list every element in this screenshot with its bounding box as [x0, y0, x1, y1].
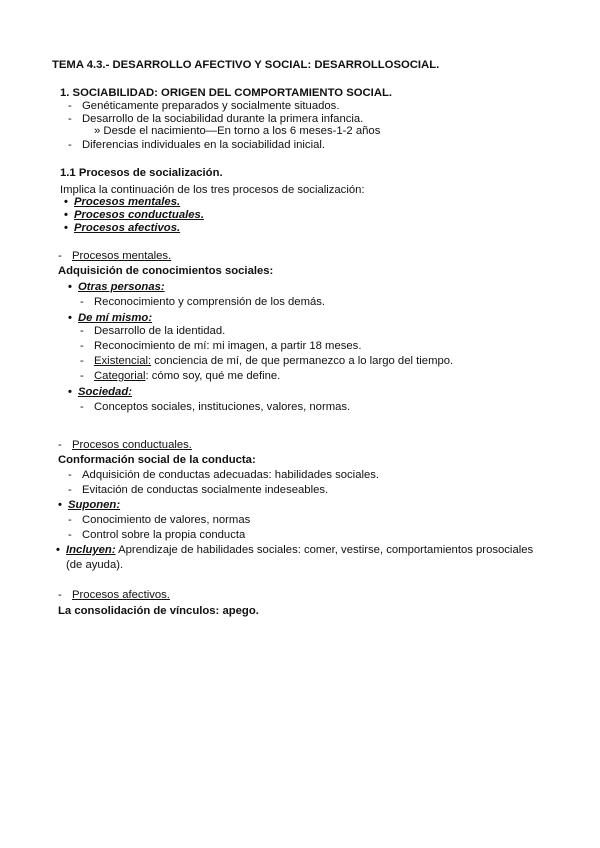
list-item: • Procesos mentales. — [64, 196, 181, 208]
list-item: - Categorial: cómo soy, qué me define. — [80, 370, 281, 382]
list-item: - Adquisición de conductas adecuadas: habilidades sociales. — [68, 469, 380, 481]
behavioral-subheading: Conformación social de la conducta: — [58, 454, 256, 466]
list-item: - Control sobre la propia conducta — [68, 529, 246, 541]
section-1-heading: 1. SOCIABILIDAD: ORIGEN DEL COMPORTAMIENTO SOCIAL. — [60, 87, 393, 99]
list-item: - Desarrollo de la identidad. — [80, 325, 226, 337]
list-item: - Diferencias individuales en la sociabilidad inicial. — [68, 139, 326, 151]
behavioral-processes-label: - Procesos conductuales. — [58, 439, 192, 451]
list-item: - Existencial: conciencia de mí, de que permanezco a lo largo del tiempo. — [80, 355, 454, 367]
list-item: - Desarrollo de la sociabilidad durante la primera infancia. — [68, 113, 364, 125]
list-item: • Procesos conductuales. — [64, 209, 204, 221]
list-item: » Desde el nacimiento—En torno a los 6 meses-1-2 años — [94, 125, 381, 137]
list-item: • De mí mismo: — [68, 312, 153, 324]
list-item: • Procesos afectivos. — [64, 222, 181, 234]
document-title: TEMA 4.3.- DESARROLLO AFECTIVO Y SOCIAL: DESARROLLOSOCIAL. — [52, 59, 440, 71]
list-item: • Otras personas: — [68, 281, 165, 293]
list-item: (de ayuda). — [66, 559, 124, 571]
list-item: • Sociedad: — [68, 386, 132, 398]
list-item: - Reconocimiento y comprensión de los demás. — [80, 296, 326, 308]
affective-processes-label: - Procesos afectivos. — [58, 589, 170, 601]
list-item: • Incluyen: Aprendizaje de habilidades sociales: comer, vestirse, comportamientos prosociales — [56, 544, 534, 556]
mental-subheading: Adquisición de conocimientos sociales: — [58, 265, 274, 277]
list-item: - Conocimiento de valores, normas — [68, 514, 251, 526]
mental-processes-label: - Procesos mentales. — [58, 250, 172, 262]
list-item: - Evitación de conductas socialmente indeseables. — [68, 484, 329, 496]
affective-subheading: La consolidación de vínculos: apego. — [58, 605, 259, 617]
list-item: - Reconocimiento de mí: mi imagen, a partir 18 meses. — [80, 340, 362, 352]
section-1-1-heading: 1.1 Procesos de socialización. — [60, 167, 223, 179]
list-item: - Conceptos sociales, instituciones, valores, normas. — [80, 401, 351, 413]
list-item: • Suponen: — [58, 499, 121, 511]
section-1-1-intro: Implica la continuación de los tres procesos de socialización: — [60, 184, 365, 196]
list-item: - Genéticamente preparados y socialmente situados. — [68, 100, 340, 112]
